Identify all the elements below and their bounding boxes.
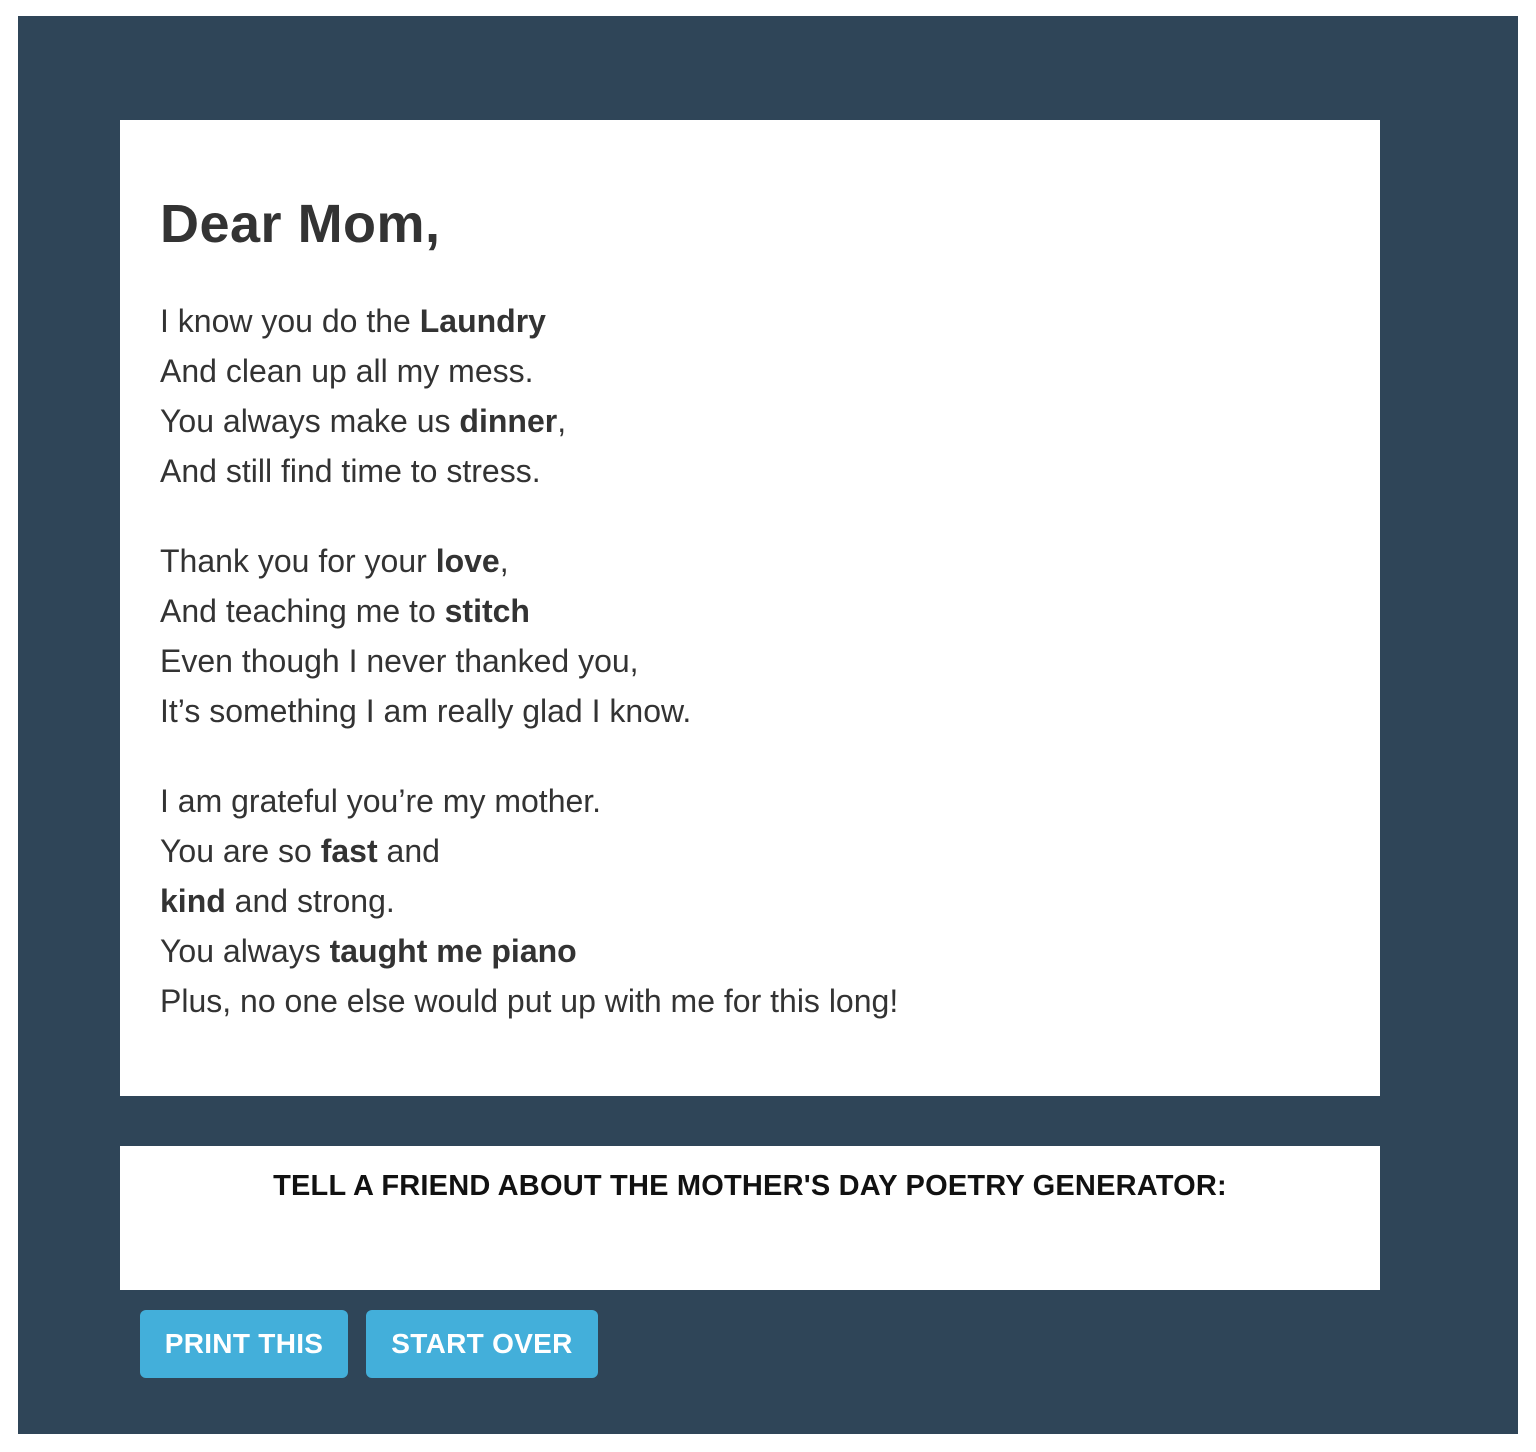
poem-text: It’s something I am really glad I know. xyxy=(160,693,692,729)
poem-text: And still find time to stress. xyxy=(160,453,541,489)
poem-keyword: dinner xyxy=(459,403,558,439)
poem-greeting: Dear Mom, xyxy=(160,194,441,254)
poem-line xyxy=(160,686,1340,736)
poem-line xyxy=(160,396,1340,446)
poem-text: and strong. xyxy=(225,883,395,919)
poem-line xyxy=(160,296,1340,346)
poem-body xyxy=(160,296,1340,1026)
poem-keyword: stitch xyxy=(444,593,530,629)
poem-text: Even though I never thanked you, xyxy=(160,643,639,679)
poem-text: I know you do the xyxy=(160,303,420,339)
print-button[interactable]: PRINT THIS xyxy=(140,1310,348,1378)
poem-text: Thank you for your xyxy=(160,543,436,579)
poem-line xyxy=(160,876,1340,926)
poem-keyword: fast xyxy=(320,833,378,869)
start-over-button[interactable]: START OVER xyxy=(366,1310,598,1378)
poem-keyword: love xyxy=(435,543,500,579)
poem-text: You always make us xyxy=(160,403,460,439)
poem-stanza xyxy=(160,296,1340,496)
poem-line xyxy=(160,776,1340,826)
poem-text: And clean up all my mess. xyxy=(160,353,534,389)
poem-keyword: taught me piano xyxy=(329,933,577,969)
poem-text: , xyxy=(557,403,567,439)
poem-line xyxy=(160,446,1340,496)
poem-text: I am grateful you’re my mother. xyxy=(160,783,602,819)
poem-stanza xyxy=(160,776,1340,1026)
poem-text: and xyxy=(377,833,440,869)
poem-text: And teaching me to xyxy=(160,593,445,629)
poem-text: Plus, no one else would put up with me for this long! xyxy=(160,983,899,1019)
poem-line xyxy=(160,636,1340,686)
poem-line xyxy=(160,926,1340,976)
poem-line xyxy=(160,536,1340,586)
share-panel xyxy=(120,1146,1380,1290)
poem-line xyxy=(160,346,1340,396)
poem-line xyxy=(160,586,1340,636)
poem-stanza xyxy=(160,536,1340,736)
poem-keyword: kind xyxy=(160,883,226,919)
poem-card xyxy=(120,120,1380,1096)
poem-text: You always xyxy=(160,933,330,969)
poem-text: You are so xyxy=(160,833,321,869)
poem-keyword: Laundry xyxy=(419,303,546,339)
poem-text: , xyxy=(499,543,509,579)
poem-line xyxy=(160,976,1340,1026)
poem-line xyxy=(160,826,1340,876)
share-heading: TELL A FRIEND ABOUT THE MOTHER'S DAY POETRY GENERATOR: xyxy=(273,1170,1227,1202)
